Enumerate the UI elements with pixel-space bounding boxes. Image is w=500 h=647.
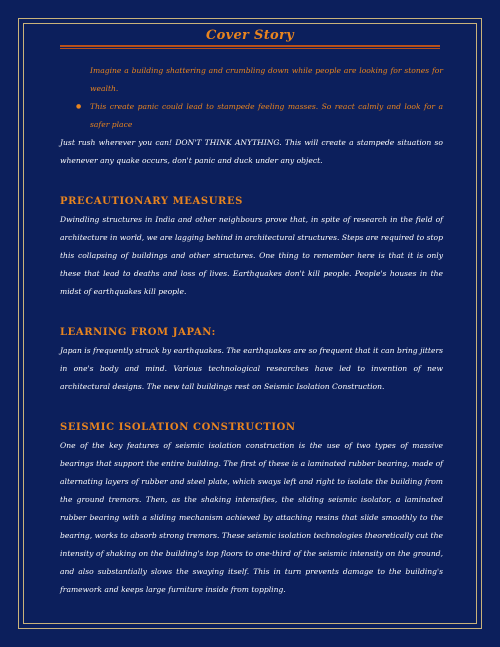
intro-bullet-list: [60, 62, 443, 134]
section-title: Cover Story: [206, 28, 294, 43]
header-divider: [60, 45, 440, 49]
section-heading-japan: LEARNING FROM JAPAN:: [60, 327, 216, 338]
section-heading-seismic: SEISMIC ISOLATION CONSTRUCTION: [60, 422, 296, 433]
section-heading-precautionary: PRECAUTIONARY MEASURES: [60, 196, 243, 207]
list-item: ● This create panic could lead to stampede feeling masses. So react calmly and look for a safer place: [90, 98, 443, 134]
section-body-precautionary: Dwindling structures in India and other neighbours prove that, in spite of research in the field of architecture in world, we are lagging behind in architectural structures. Steps are required to stop this collapsing of buildings and other structures. One thing to remember here is that it is only these that lead to deaths and loss of lives. Earthquakes don't kill people. People's houses in the midst of earthquakes kill people.: [60, 215, 443, 296]
intro-paragraph: Just rush wherever you can! DON'T THINK ANYTHING. This will create a stampede situation so whenever any quake occurs, don't panic and duck under any object.: [60, 138, 443, 165]
list-item: Imagine a building shattering and crumbling down while people are looking for stones for wealth.: [90, 66, 443, 93]
section-body-japan: Japan is frequently struck by earthquakes. The earthquakes are so frequent that it can bring jitters in one's body and mind. Various technological researches have led to invention of new architectural designs. The new tall buildings rest on Seismic Isolation Construction.: [60, 346, 443, 391]
page-header: [60, 28, 440, 49]
section-body-seismic: One of the key features of seismic isolation construction is the use of two types of massive bearings that support the entire building. The first of these is a laminated rubber bearing, made of alternating layers of rubber and steel plate, which sways left and right to isolate the building from the ground tremors. Then, as the shaking intensifies, the sliding seismic isolator, a laminated rubber bearing with a sliding mechanism achieved by attaching resins that slide smoothly to the bearing, works to absorb strong tremors. These seismic isolation technologies theoretically cut the intensity of shaking on the building's top floors to one-third of the seismic intensity on the ground, and also substantially slows the swaying itself. This in turn prevents damage to the building's framework and keeps large furniture inside from toppling.: [60, 441, 443, 594]
article-body: [60, 62, 443, 599]
